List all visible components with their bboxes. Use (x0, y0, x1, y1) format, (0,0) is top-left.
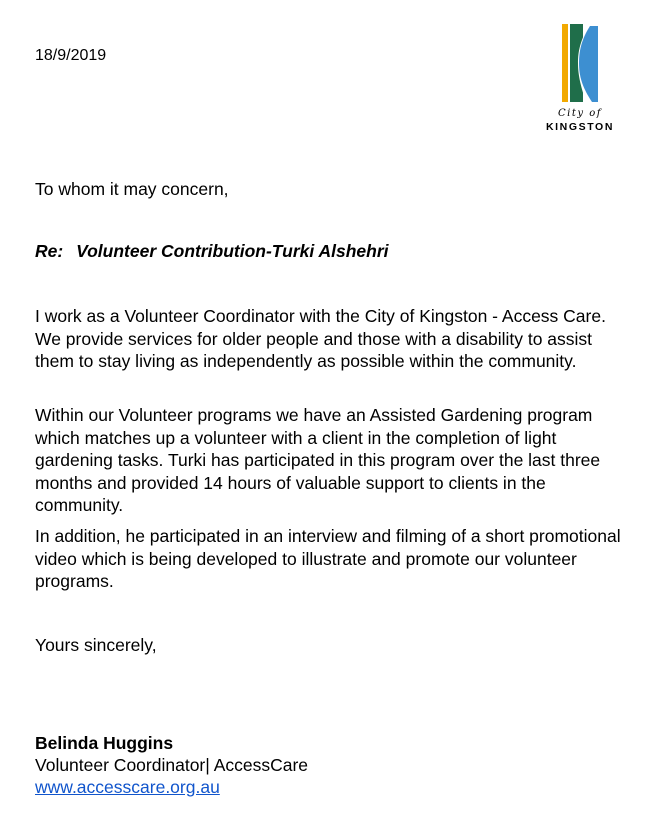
body-paragraph: In addition, he participated in an interview and filming of a short promotional video which is being developed to illustrate and promote our volunteer programs. (35, 526, 621, 591)
subject-prefix: Re: (35, 241, 64, 261)
city-of-kingston-logo (540, 22, 620, 134)
subject-line (35, 240, 389, 262)
kingston-emblem-icon (560, 24, 600, 106)
letter-date: 18/9/2019 (35, 47, 107, 64)
logo-kingston-text: KINGSTON (545, 121, 615, 133)
signer-title: Volunteer Coordinator| AccessCare (35, 755, 309, 775)
signature-block (35, 732, 308, 798)
website-link[interactable]: www.accesscare.org.au (35, 777, 220, 797)
logo-city-of-text: City of (558, 108, 602, 119)
subject-text: Volunteer Contribution-Turki Alshehri (76, 241, 389, 261)
salutation: To whom it may concern, (35, 179, 229, 199)
signer-name: Belinda Huggins (35, 733, 174, 753)
body-paragraph: Within our Volunteer programs we have an Assisted Gardening program which matches up a volunteer with a client in the completion of light gardening tasks. Turki has participated in this program over the last three months and provided 14 hours of valuable support to clients in the community. (35, 405, 601, 515)
body-paragraph: I work as a Volunteer Coordinator with the City of Kingston - Access Care. We provide services for older people and those with a disability to assist them to stay living as independently as possible within the community. (35, 306, 606, 371)
closing: Yours sincerely, (35, 635, 157, 655)
